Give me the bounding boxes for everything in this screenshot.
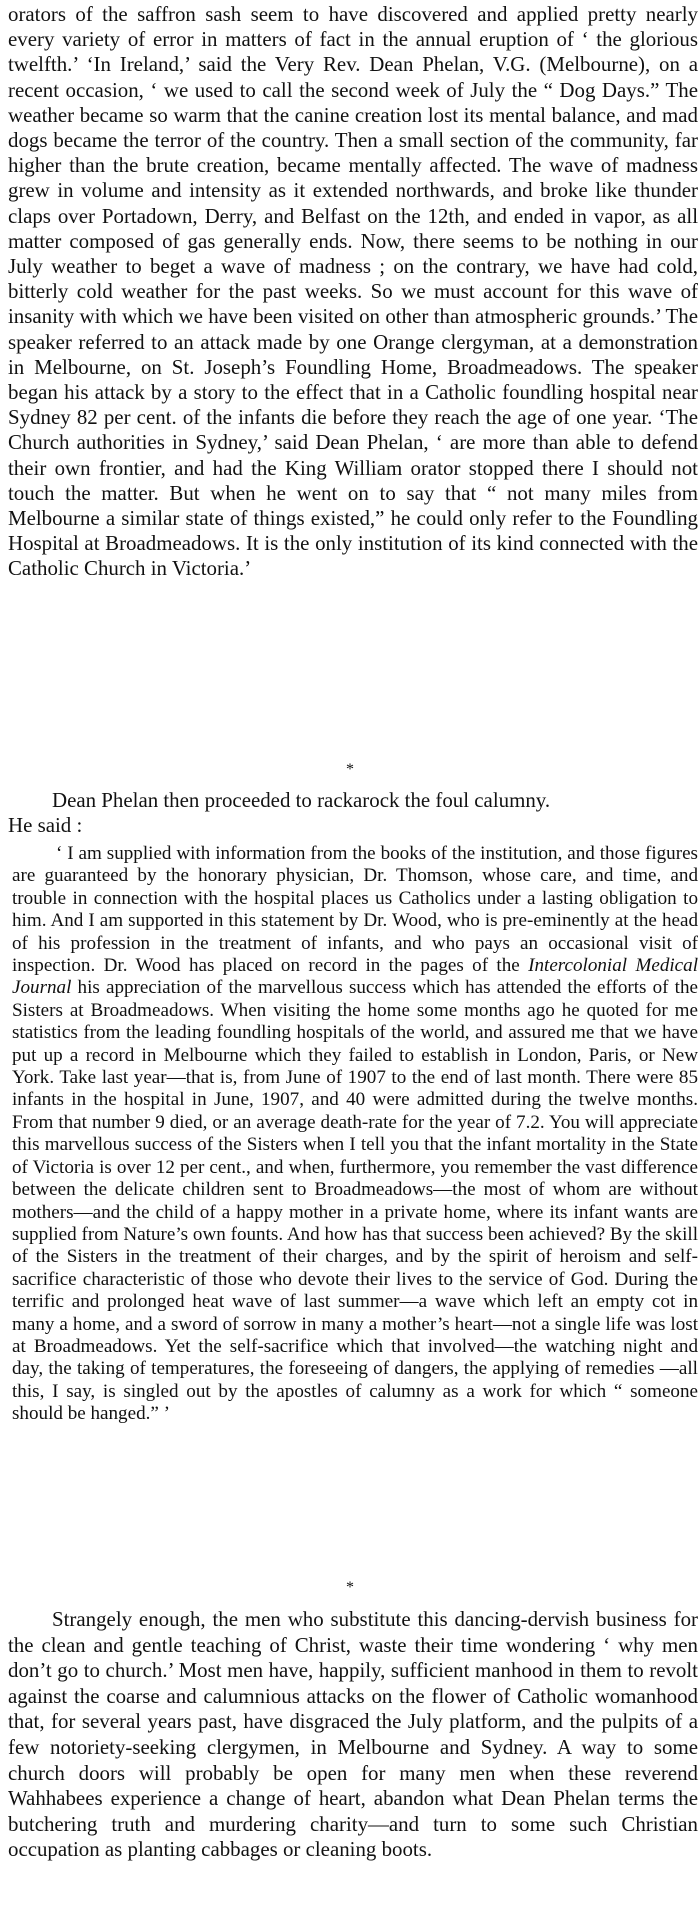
article-paragraph-2 [8,1607,698,1863]
body-text: orators of the saffron sash seem to have discovered and applied pretty nearly every variety of error in matters of fact in the annual eruption of ‘ the glorious twelfth.’ ‘In Ireland,’ said the Very Rev. Dean Phelan, V.G. (Melbourne), on a recent occasion, ‘ we used to call the second week of July the “ Dog Days.” The weather became so warm that the canine creation lost its mental balance, and mad dogs became the terror of the country. Then a small section of the community, far higher than the brute creation, became mentally affected. The wave of madness grew in volume and intensity as it extended northwards, and broke like thunder claps over Portadown, Derry, and Belfast on the 12th, and ended in vapor, as all matter composed of gas generally ends. Now, there seems to be nothing in our July weather to beget a wave of madness ; on the contrary, we have had cold, bitterly cold weather for the past weeks. So we must account for this wave of insanity with which we have been visited on other than atmospheric grounds.’ The speaker referred to an attack made by one Orange clergyman, at a demonstration in Melbourne, on St. Joseph’s Foundling Home, Broadmeadows. The speaker began his attack by a story to the effect that in a Catholic foundling hospital near Sydney 82 per cent. of the infants die before they reach the age of one year. ‘The Church authorities in Sydney,’ said Dean Phelan, ‘ are more than able to defend their own frontier, and had the King William orator stopped there I should not touch the matter. But when he went on to say that “ not many miles from Melbourne a similar state of things existed,” he could only refer to the Foundling Hospital at Broadmeadows. It is the only institution of its kind connected with the Catholic Church in Victoria.’ [8,2,698,581]
quote-text [12,843,698,1426]
quote-text-part: his appreciation of the marvellous success which has attended the efforts of the Sisters at Broadmeadows. When visiting the home some months ago he quoted for me statistics from the leading foundling hospitals of the world, and assured me that we have put up a record in Melbourne which they failed to establish in London, Paris, or New York. Take last year—that is, from June of 1907 to the end of last month. There were 85 infants in the hospital in June, 1907, and 40 were admitted during the twelve months. From that number 9 died, or an average death-rate for the year of 7.2. You will appreciate this marvellous success of the Sisters when I tell you that the infant mortality in the State of Victoria is over 12 per cent., and when, furthermore, you remember the vast difference between the delicate children sent to Broadmeadows—the most of whom are without mothers—and the child of a happy mother in a private home, where its infant wants are supplied from Nature’s own founts. And how has that success been achieved? By the skill of the Sisters in the treatment of their charges, and by the spirit of heroism and self-sacrifice characteristic of those who devote their lives to the service of God. During the terrific and prolonged heat wave of last summer—a wave which left an empty cot in many a home, and a sword of sorrow in many a mother’s heart—not a single life was lost at Broadmeadows. Yet the self-sacrifice which that involved—the watching night and day, the taking of temperatures, the foreseeing of dangers, the applying of remedies —all this, I say, is singled out by the apostles of calumny as a work for which “ someone should be hanged.” ’ [12,977,698,1425]
block-quote [8,843,698,1426]
section-separator: * [346,761,354,778]
journal-title: Intercolonial Medical Journal [12,955,698,999]
intro-line: He said : [8,813,83,837]
intro-line: Dean Phelan then proceeded to rackarock the foul calumny. [52,788,551,812]
body-text: Strangely enough, the men who substitute this dancing-dervish business for the clean and gentle teaching of Christ, waste their time wondering ‘ why men don’t go to church.’ Most men have, happily, sufficient manhood in them to revolt against the coarse and calumnious attacks on the flower of Catholic womanhood that, for several years past, have disgraced the July platform, and the pulpits of a few notoriety-seeking clergymen, in Melbourne and Sydney. A way to some church doors will probably be open for many men when these reverend Wahhabees experience a change of heart, abandon what Dean Phelan terms the butchering truth and murdering charity—and turn to some such Christian occupation as planting cabbages or cleaning boots. [8,1607,698,1862]
section-separator: * [346,1579,354,1596]
quote-text-part: ‘ I am supplied with information from the books of the institution, and those figures are guaranteed by the honorary physician, Dr. Thomson, whose care, and time, and trouble in connection with the hospital places us Catholics under a lasting obligation to him. And I am supported in this statement by Dr. Wood, who is pre-eminently at the head of his profession in the treatment of infants, and who pays an occasional visit of inspection. Dr. Wood has placed on record in the pages of the [12,843,698,977]
quote-introduction [8,788,698,838]
article-paragraph-1 [8,2,698,582]
